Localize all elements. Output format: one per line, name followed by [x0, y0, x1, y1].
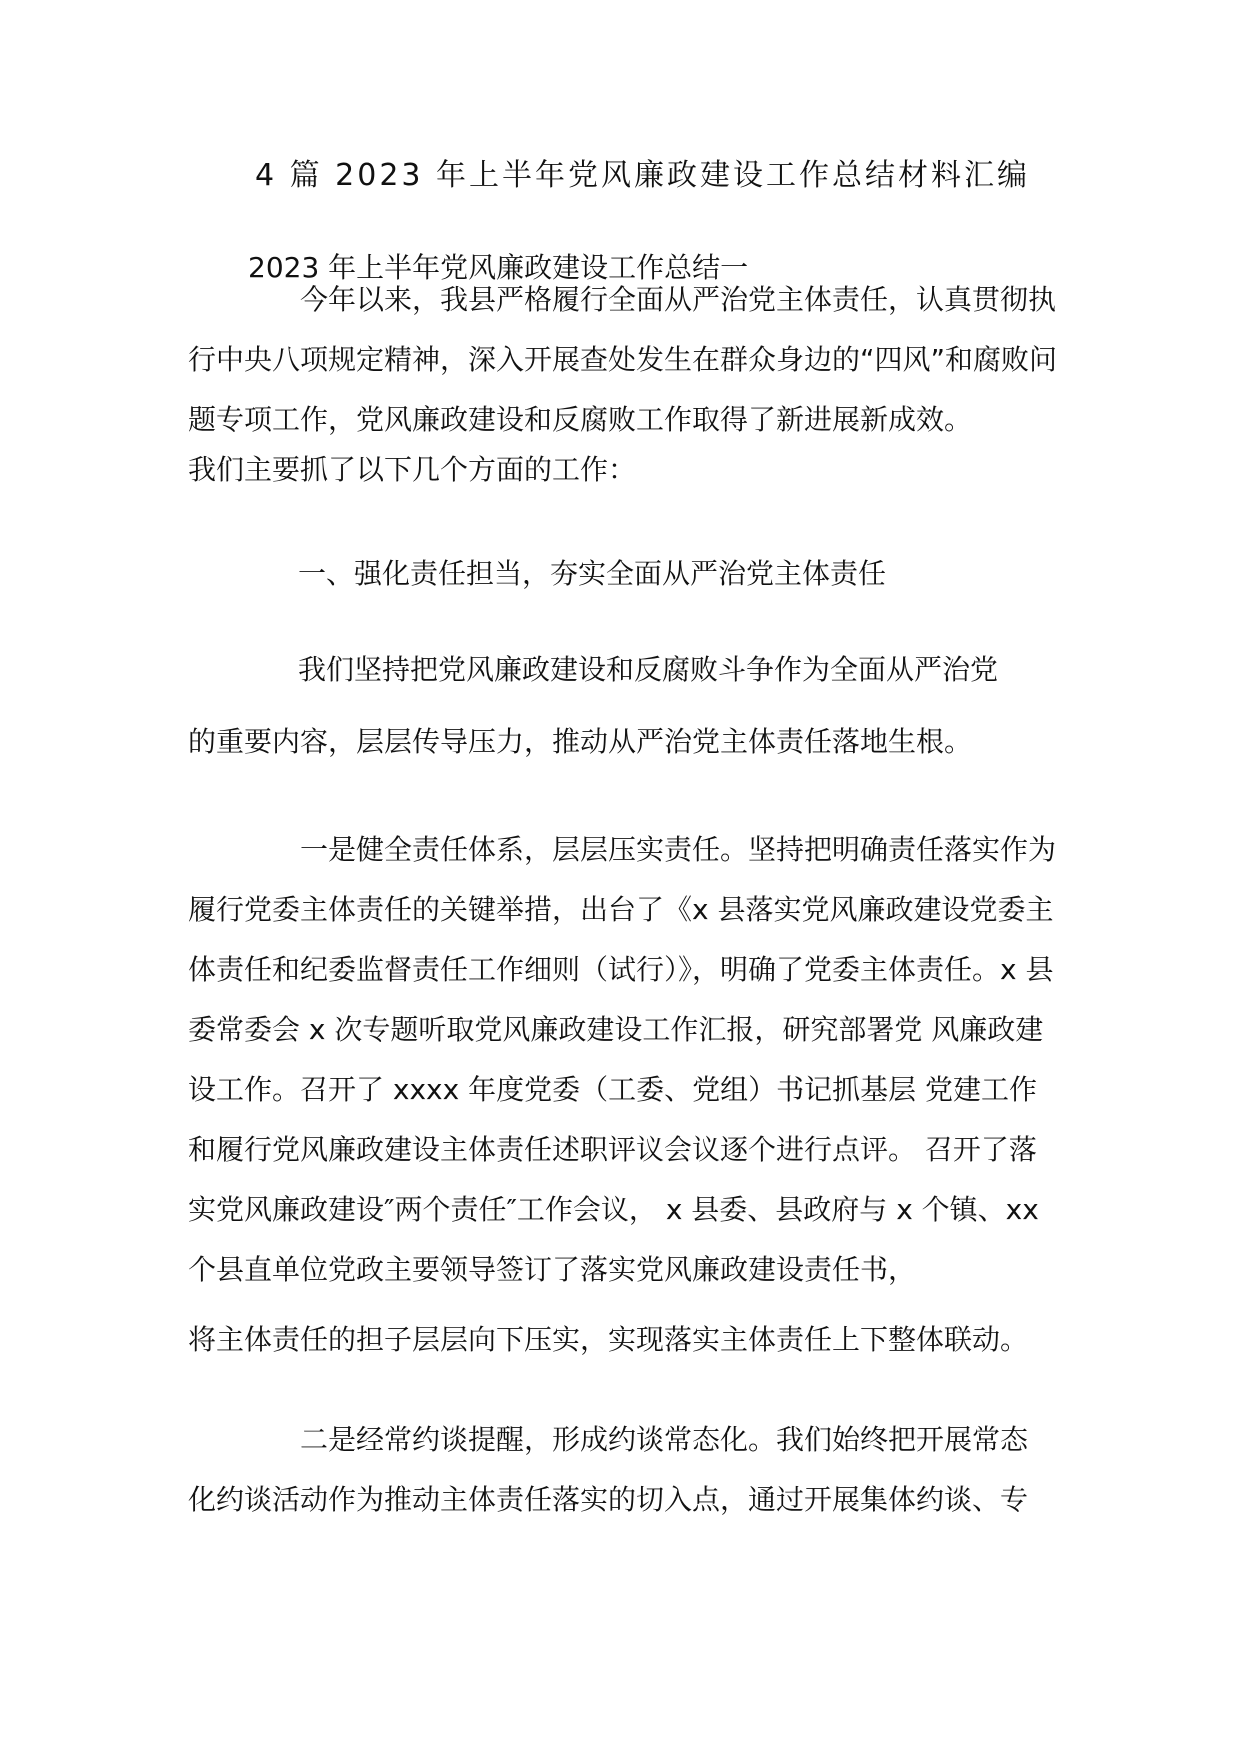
point-one-tail: 将主体责任的担子层层向下压实，实现落实主体责任上下整体联动。	[188, 1323, 1029, 1356]
point-one-paragraph: 一是健全责任体系，层层压实责任。坚持把明确责任落实作为履行党委主体责任的关键举措，出台了《x 县落实党风廉政建设党委主体责任和纪委监督责任工作细则（试行）》，明确了党委主体责任。x 县委常委会 x 次专题听取党风廉政建设工作汇报，研究部署党 风廉政建设工作。召开了 xxxx 年度党委（工委、党组）书记抓基层 党建工作和履行党风廉政建设主体责任述职评议会议逐个进行点评。 召开了落实党风廉政建设″两个责任″工作会议， x 县委、县政府与 x 个镇、xx 个县直单位党政主要领导签订了落实党风廉政建设责任书，	[188, 833, 1057, 1286]
section-paragraph-line-1: 我们坚持把党风廉政建设和反腐败斗争作为全面从严治党	[298, 653, 999, 686]
section-heading: 一、强化责任担当，夯实全面从严治党主体责任	[298, 557, 887, 590]
intro-tail: 我们主要抓了以下几个方面的工作：	[188, 453, 637, 486]
section-paragraph-line-2: 的重要内容，层层传导压力，推动从严治党主体责任落地生根。	[188, 725, 973, 758]
point-two-paragraph: 二是经常约谈提醒，形成约谈常态化。我们始终把开展常态 化约谈活动作为推动主体责任落实的切入点，通过开展集体约谈、专	[188, 1423, 1029, 1516]
document-title: 4 篇 2023 年上半年党风廉政建设工作总结材料汇编	[255, 158, 1031, 193]
document-subtitle: 2023 年上半年党风廉政建设工作总结一	[248, 251, 749, 284]
intro-paragraph: 今年以来，我县严格履行全面从严治党主体责任，认真贯彻执行中央八项规定精神，深入开展查处发生在群众身边的“四风”和腐败问题专项工作，党风廉政建设和反腐败工作取得了新进展新成效。	[188, 283, 1058, 436]
